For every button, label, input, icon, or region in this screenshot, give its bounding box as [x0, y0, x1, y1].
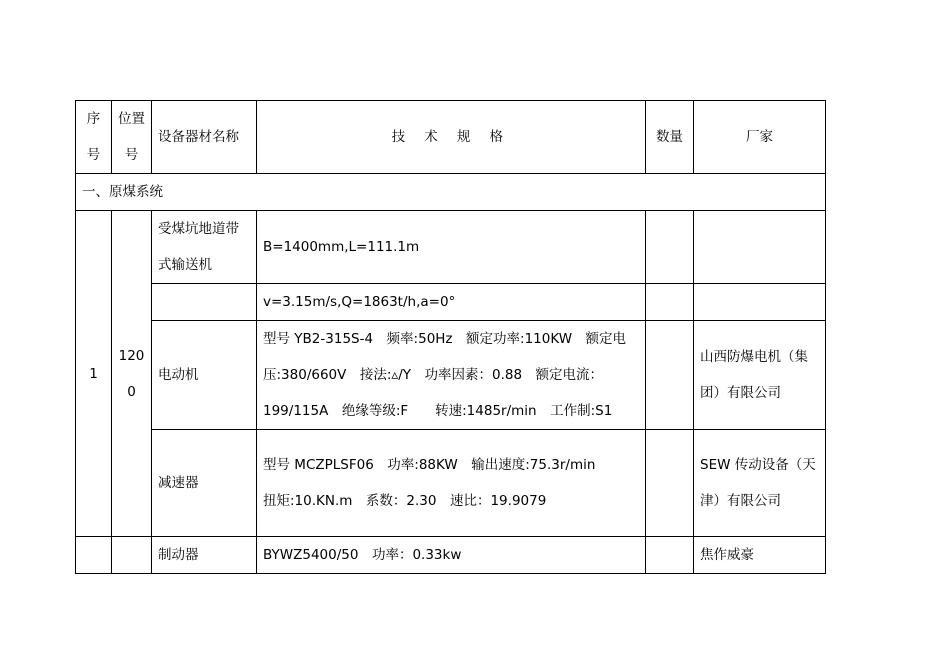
row-position-empty: [112, 537, 152, 574]
row-manufacturer: 焦作威豪: [694, 537, 826, 574]
header-spec: 技 术 规 格: [257, 101, 646, 174]
spec-line: v=3.15m/s,Q=1863t/h,a=0°: [263, 294, 456, 310]
table-row: [76, 537, 826, 574]
row-name: [152, 284, 257, 321]
row-name: 减速器: [152, 430, 257, 537]
row-manufacturer: [694, 211, 826, 284]
spec-line: BYWZ5400/50 功率：0.33kw: [263, 547, 462, 563]
table-row: [76, 284, 826, 321]
row-quantity: [646, 284, 694, 321]
row-seq-empty: [76, 537, 112, 574]
row-quantity: [646, 537, 694, 574]
table-row: [76, 430, 826, 537]
group-position: 1200: [112, 211, 152, 537]
row-quantity: [646, 211, 694, 284]
header-row: [76, 101, 826, 174]
row-spec: [257, 430, 646, 537]
section-row: [76, 174, 826, 211]
row-spec: [257, 537, 646, 574]
row-manufacturer: SEW 传动设备（天津）有限公司: [694, 430, 826, 537]
spec-line: 压:380/660V 接法:▵/Y 功率因素：0.88 额定电流：: [263, 367, 604, 383]
header-seq: 序号: [76, 101, 112, 174]
spec-line: 型号 YB2-315S-4 频率:50Hz 额定功率:110KW 额定电: [263, 331, 627, 347]
row-quantity: [646, 430, 694, 537]
row-spec: [257, 284, 646, 321]
row-spec: [257, 211, 646, 284]
row-name: 制动器: [152, 537, 257, 574]
header-manufacturer: 厂家: [694, 101, 826, 174]
spec-line: B=1400mm,L=111.1m: [263, 239, 420, 255]
header-quantity: 数量: [646, 101, 694, 174]
equipment-spec-table: [75, 100, 826, 574]
row-manufacturer: 山西防爆电机（集团）有限公司: [694, 321, 826, 430]
header-position: 位置号: [112, 101, 152, 174]
row-name: 受煤坑地道带式输送机: [152, 211, 257, 284]
spec-line: 扭矩:10.KN.m 系数：2.30 速比：19.9079: [263, 493, 547, 509]
row-name: 电动机: [152, 321, 257, 430]
row-quantity: [646, 321, 694, 430]
spec-line: 199/115A 绝缘等级:F 转速:1485r/min 工作制:S1: [263, 403, 613, 419]
section-title: 一、原煤系统: [76, 174, 826, 211]
spec-line: 型号 MCZPLSF06 功率:88KW 输出速度:75.3r/min: [263, 457, 596, 473]
row-manufacturer: [694, 284, 826, 321]
header-name: 设备器材名称: [152, 101, 257, 174]
table-row: [76, 321, 826, 430]
group-seq: 1: [76, 211, 112, 537]
table-row: [76, 211, 826, 284]
row-spec: [257, 321, 646, 430]
